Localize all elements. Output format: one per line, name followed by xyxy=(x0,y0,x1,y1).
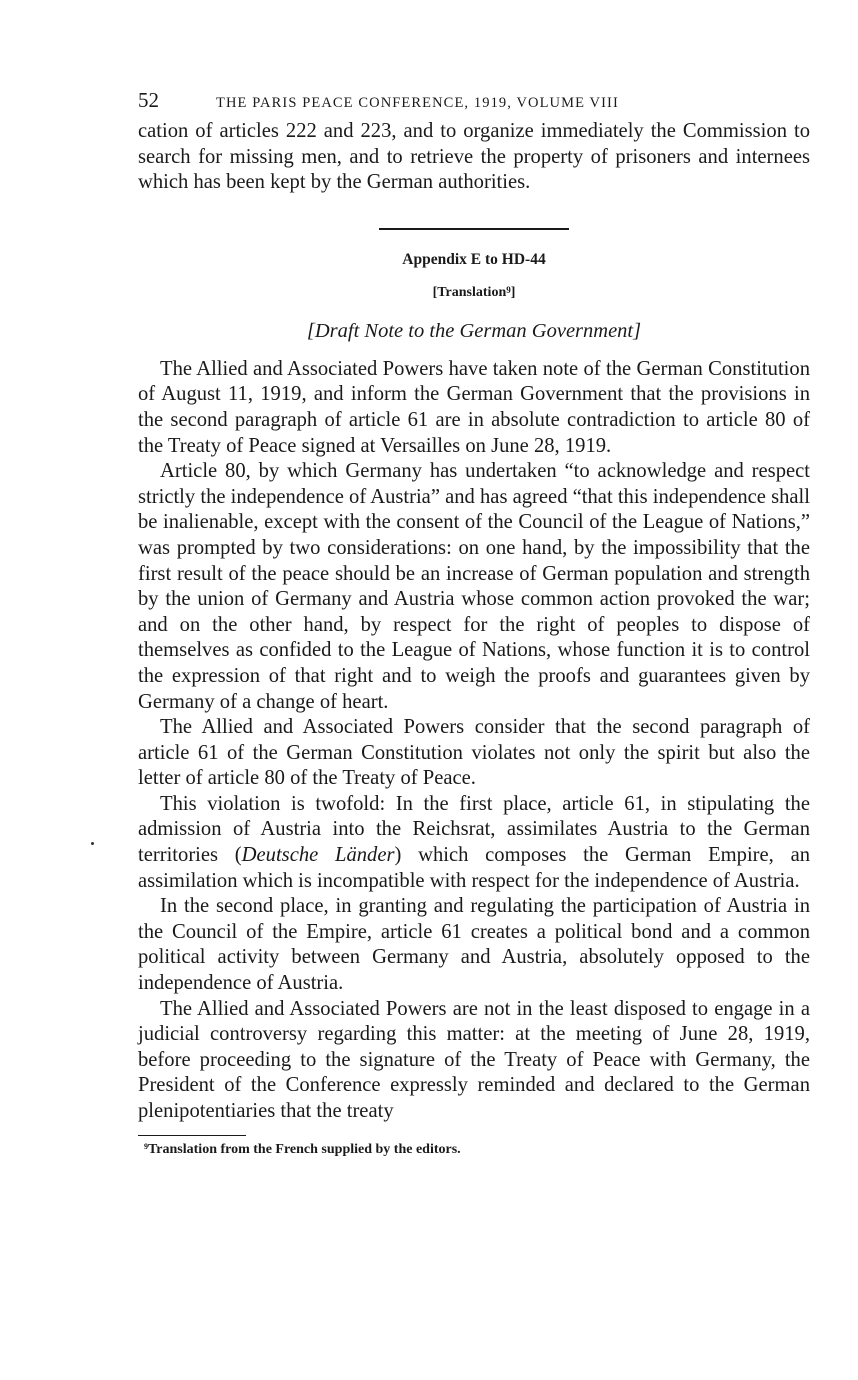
footnote-rule xyxy=(138,1135,246,1136)
paragraph-3: The Allied and Associated Powers consider that the second paragraph of article 61 of the German Constitution violates not only the spirit but also the letter of article 80 of the Treaty of Peace. xyxy=(138,716,810,790)
translation-label-text: [Translation xyxy=(432,284,507,300)
paragraph-4 xyxy=(138,792,810,894)
paragraph-2: Article 80, by which Germany has undertaken “to acknowledge and respect strictly the independence of Austria” and has agreed “that this independence shall be inalienable, except with the consent of the Council of the League of Nations,” was prompted by two considerations: on one hand, by the impossibility that the first result of the peace should be an increase of German population and strength by the union of Germany and Austria whose common action provoked the war; and on the other hand, by respect for the right of peoples to dispose of themselves as confided to the League of Nations, whose function it is to control the expression of that right and to weigh the proofs and guarantees given by Germany of a change of heart. xyxy=(138,460,810,713)
continuation-paragraph: cation of articles 222 and 223, and to organize immediately the Commission to search for missing men, and to retrieve the property of prisoners and internees which has been kept by the German authorities. xyxy=(138,120,810,194)
draft-note-title: [Draft Note to the German Government] xyxy=(306,319,642,342)
stray-ink-dot xyxy=(91,842,94,845)
paragraph-4-part-1: This violation is twofold: In the first place, article 61, in stipulating the admission of Austria into the Reichsrat, assimilates Austria to the German territories ( xyxy=(138,792,810,867)
continuation-block xyxy=(138,119,810,196)
paragraph-4-part-2: ) which composes the German Empire, an assimilation which is incompatible with respect for the independence of Austria. xyxy=(138,844,811,892)
page-number: 52 xyxy=(138,88,159,112)
document-page xyxy=(138,88,810,1158)
footnote xyxy=(138,1142,810,1158)
footnote-marker: 9 xyxy=(144,1141,148,1151)
appendix-heading: Appendix E to HD-44 xyxy=(402,250,546,268)
footnote-text: Translation from the French supplied by the editors. xyxy=(148,1141,461,1157)
translation-footnote-marker: 9 xyxy=(506,284,511,295)
paragraph-5: In the second place, in granting and regulating the participation of Austria in the Council of the Empire, article 61 creates a political bond and a common political activity between Germany and Austria, absolutely opposed to the independence of Austria. xyxy=(138,895,810,995)
paragraph-1: The Allied and Associated Powers have taken note of the German Constitution of August 11, 1919, and inform the German Government that the provisions in the second paragraph of article 61 are in absolute contradiction to article 80 of the Treaty of Peace signed at Versailles on June 28, 1919. xyxy=(138,357,810,457)
translation-label-close: ] xyxy=(510,284,516,300)
section-divider xyxy=(379,228,569,230)
running-title: THE PARIS PEACE CONFERENCE, 1919, VOLUME VIII xyxy=(216,95,619,111)
running-header xyxy=(138,88,810,114)
paragraph-4-italic-term: Deutsche Länder xyxy=(241,844,395,867)
translation-label xyxy=(138,285,810,305)
note-body xyxy=(138,357,810,1125)
paragraph-6: The Allied and Associated Powers are not in the least disposed to engage in a judicial controversy regarding this matter: at the meeting of June 28, 1919, before proceeding to the signature of the Treaty of Peace with Germany, the President of the Conference expressly reminded and declared to the German plenipotentiaries that the treaty xyxy=(138,997,810,1122)
